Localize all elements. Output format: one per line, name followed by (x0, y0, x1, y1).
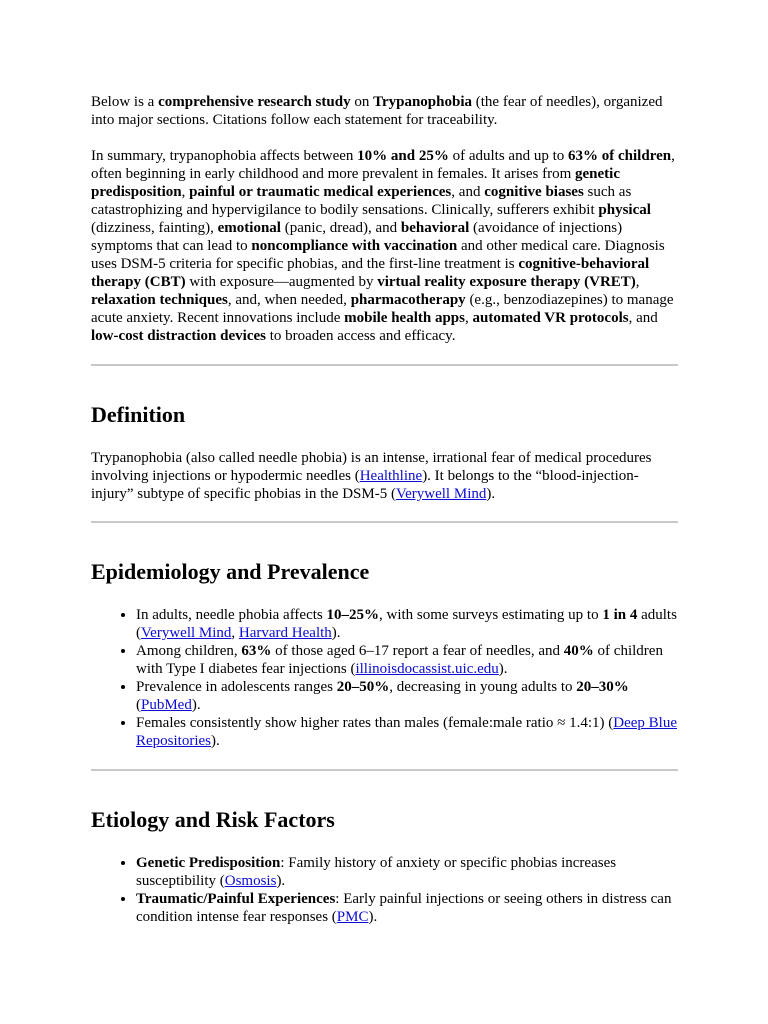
intro-text: on (350, 94, 374, 110)
intro-paragraph (91, 93, 678, 129)
summary-bold: automated VR protocols (472, 310, 629, 326)
summary-bold: physical (598, 202, 651, 218)
list-item-text: ). (498, 661, 508, 677)
citation-link-pmc[interactable]: PMC (336, 909, 369, 925)
list-item (136, 714, 678, 750)
summary-text: , often beginning in early childhood and more prevalent in females. It arises from (91, 148, 675, 182)
definition-heading: Definition (91, 402, 186, 427)
summary-bold: relaxation techniques (91, 292, 228, 308)
summary-bold: pharmacotherapy (350, 292, 466, 308)
summary-text: (e.g., benzodiazepines) to manage acute anxiety. Recent innovations include (91, 292, 674, 326)
citation-link-deep-blue[interactable]: Deep Blue Repositories (136, 715, 677, 749)
summary-bold: noncompliance with vaccination (251, 238, 458, 254)
summary-text: to broaden access and efficacy. (265, 328, 456, 344)
epidemiology-heading: Epidemiology and Prevalence (91, 559, 370, 584)
summary-text: , (464, 310, 473, 326)
list-item (136, 642, 678, 678)
list-item-text: of children with Type I diabetes fear injections ( (136, 643, 663, 677)
summary-paragraph (91, 147, 678, 345)
list-item-bold: 10–25% (326, 607, 379, 623)
list-item-text: Prevalence in adolescents ranges (136, 679, 337, 695)
summary-bold: low-cost distraction devices (91, 328, 266, 344)
citation-link-verywell-mind[interactable]: Verywell Mind (141, 625, 232, 641)
list-item-bold: 20–30% (576, 679, 629, 695)
list-item-text: Among children, (136, 643, 242, 659)
summary-bold: genetic predisposition (91, 166, 620, 200)
definition-text: Trypanophobia (also called needle phobia) is an intense, irrational fear of medical procedures involving injections or hypodermic needles ( (91, 450, 652, 484)
intro-bold: Trypanophobia (373, 94, 473, 110)
list-item-bold: 40% (563, 643, 594, 659)
intro-text: (the fear of needles), organized into major sections. Citations follow each statement for traceability. (91, 94, 663, 128)
definition-paragraph (91, 449, 678, 503)
definition-text: ). It belongs to the “blood-injection-injury” subtype of specific phobias in the DSM-5 ( (91, 468, 639, 502)
etiology-list (91, 854, 678, 926)
list-item (136, 854, 678, 890)
list-item-text: In adults, needle phobia affects (136, 607, 327, 623)
list-item-bold: Genetic Predisposition (136, 855, 281, 871)
section-divider (91, 364, 678, 366)
citation-link-osmosis[interactable]: Osmosis (224, 873, 277, 889)
epidemiology-list (91, 606, 678, 750)
list-item (136, 890, 678, 926)
definition-text: ). (486, 486, 496, 502)
summary-text: and other medical care. Diagnosis uses DSM-5 criteria for specific phobias, and the first-line treatment is (91, 238, 665, 272)
summary-text: , and (628, 310, 658, 326)
list-item-bold: 1 in 4 (602, 607, 638, 623)
summary-text: of adults and up to (448, 148, 569, 164)
section-divider (91, 521, 678, 523)
summary-bold: painful or traumatic medical experiences (189, 184, 452, 200)
list-item-text: : Early painful injections or seeing others in distress can condition intense fear responses ( (136, 891, 672, 925)
summary-text: (dizziness, fainting), (91, 220, 218, 236)
section-divider (91, 769, 678, 771)
list-item-text: of those aged 6–17 report a fear of needles, and (271, 643, 564, 659)
intro-bold: comprehensive research study (158, 94, 351, 110)
document-page (91, 0, 678, 926)
list-item-text: adults ( (136, 607, 677, 641)
summary-bold: 10% and 25% (357, 148, 449, 164)
summary-bold: behavioral (400, 220, 470, 236)
list-item-text: ). (368, 909, 378, 925)
summary-text: such as catastrophizing and hypervigilance to bodily sensations. Clinically, sufferers exhibit (91, 184, 632, 218)
list-item-text: , (231, 625, 239, 641)
list-item-text: ). (276, 873, 286, 889)
list-item (136, 606, 678, 642)
list-item-text: : Family history of anxiety or specific phobias increases susceptibility ( (136, 855, 617, 889)
summary-text: , (181, 184, 190, 200)
summary-bold: virtual reality exposure therapy (VRET) (377, 274, 636, 290)
summary-text: (panic, dread), and (280, 220, 401, 236)
list-item-bold: 20–50% (336, 679, 390, 695)
citation-link-verywell-mind[interactable]: Verywell Mind (395, 486, 487, 502)
list-item-text: , with some surveys estimating up to (379, 607, 603, 623)
summary-text: In summary, trypanophobia affects between (91, 148, 358, 164)
list-item-bold: 63% (241, 643, 272, 659)
citation-link-harvard-health[interactable]: Harvard Health (238, 625, 332, 641)
summary-bold: mobile health apps (344, 310, 465, 326)
list-item-bold: Traumatic/Painful Experiences (136, 891, 336, 907)
summary-text: , and, when needed, (227, 292, 351, 308)
summary-text: with exposure—augmented by (185, 274, 378, 290)
citation-link-pubmed[interactable]: PubMed (141, 697, 192, 713)
summary-text: , and (451, 184, 485, 200)
etiology-heading: Etiology and Risk Factors (91, 807, 335, 832)
citation-link-illinoisdocassist[interactable]: illinoisdocassist.uic.edu (355, 661, 499, 677)
list-item-text: , decreasing in young adults to (389, 679, 577, 695)
citation-link-healthline[interactable]: Healthline (359, 468, 423, 484)
summary-text: , (635, 274, 640, 290)
summary-bold: emotional (217, 220, 281, 236)
summary-bold: 63% of children (568, 148, 672, 164)
list-item-text: ). (191, 697, 201, 713)
list-item-text: ( (136, 697, 141, 713)
summary-bold: cognitive biases (484, 184, 584, 200)
intro-text: Below is a (91, 94, 159, 110)
list-item-text: ). (211, 733, 220, 749)
list-item-text: ). (331, 625, 341, 641)
list-item-text: Females consistently show higher rates than males (female:male ratio ≈ 1.4:1) ( (136, 715, 614, 731)
summary-text: (avoidance of injections) symptoms that can lead to (91, 220, 623, 254)
list-item (136, 678, 678, 714)
summary-bold: cognitive-behavioral therapy (CBT) (91, 256, 650, 290)
